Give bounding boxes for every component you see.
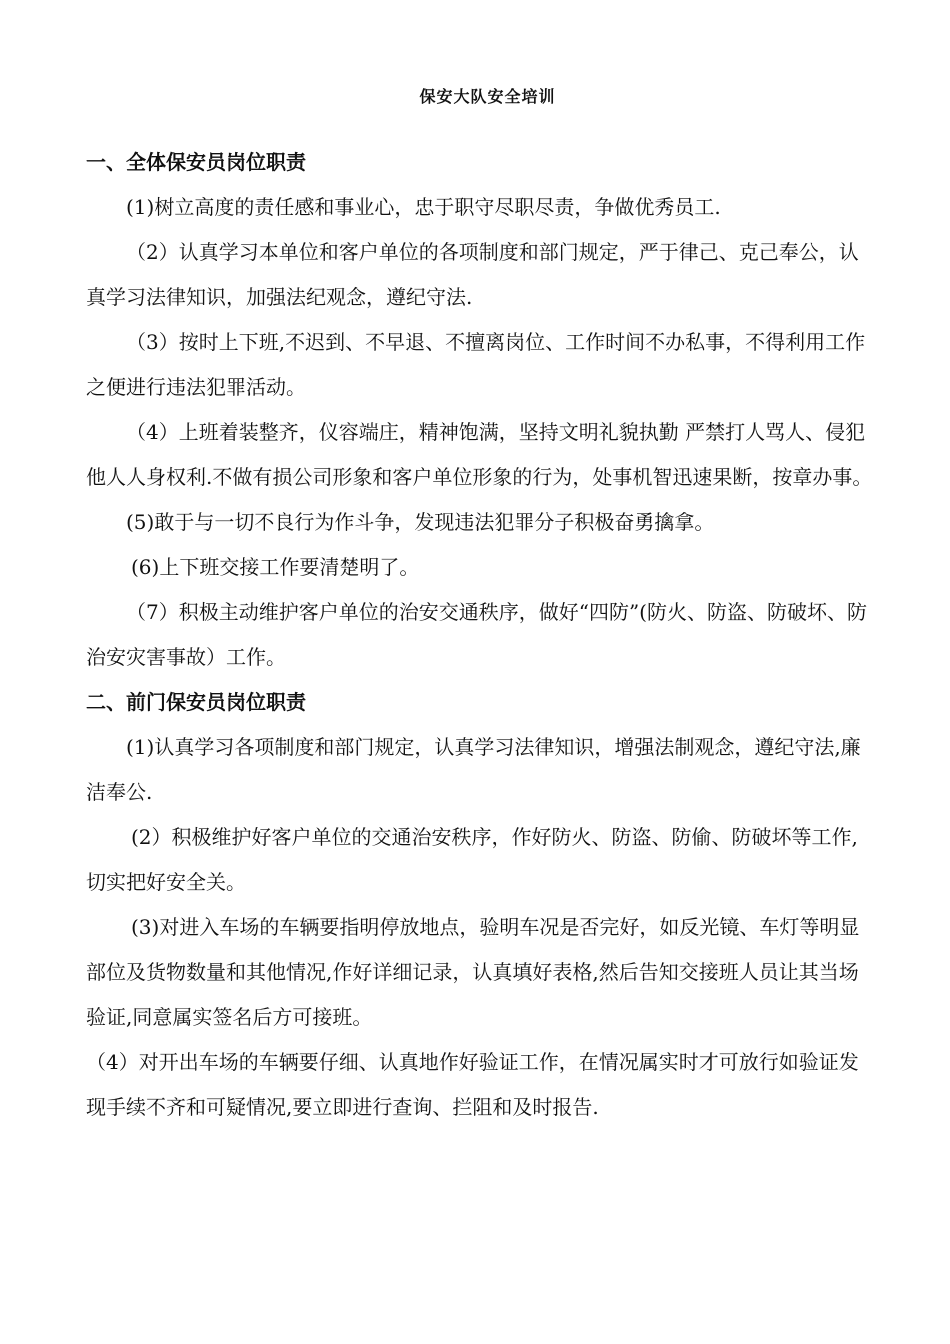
document-title: 保安大队安全培训: [419, 87, 556, 106]
section-heading-2: 二、前门保安员岗位职责: [86, 690, 306, 714]
document-body: [86, 140, 876, 1130]
paragraph: （2）认真学习本单位和客户单位的各项制度和部门规定，严于律己、克己奉公，认真学习法律知识，加强法纪观念，遵纪守法.: [86, 240, 859, 309]
paragraph: （4）上班着装整齐，仪容端庄，精神饱满，坚持文明礼貌执勤 严禁打人骂人、侵犯他人人身权利.不做有损公司形象和客户单位形象的行为，处事机智迅速果断，按章办事。: [86, 420, 873, 489]
paragraph: （3）按时上下班,不迟到、不早退、不擅离岗位、工作时间不办私事，不得利用工作之便进行违法犯罪活动。: [86, 330, 866, 399]
paragraph: （7）积极主动维护客户单位的治安交通秩序，做好“四防”(防火、防盗、防破坏、防治安灾害事故）工作。: [86, 600, 867, 669]
paragraph: (2）积极维护好客户单位的交通治安秩序，作好防火、防盗、防偷、防破坏等工作,切实把好安全关。: [86, 825, 858, 894]
paragraph: (5)敢于与一切不良行为作斗争，发现违法犯罪分子积极奋勇擒拿。: [126, 510, 715, 534]
paragraph: (3)对进入车场的车辆要指明停放地点，验明车况是否完好，如反光镜、车灯等明显部位及货物数量和其他情况,作好详细记录，认真填好表格,然后告知交接班人员让其当场验证,同意属实签名后方可接班。: [86, 915, 860, 1029]
section-heading-1: 一、全体保安员岗位职责: [86, 150, 306, 174]
paragraph: (1)树立高度的责任感和事业心，忠于职守尽职尽责，争做优秀员工.: [126, 195, 721, 219]
paragraph: （4）对开出车场的车辆要仔细、认真地作好验证工作，在情况属实时才可放行如验证发现手续不齐和可疑情况,要立即进行查询、拦阻和及时报告.: [86, 1050, 859, 1119]
paragraph: (6)上下班交接工作要清楚明了。: [131, 555, 420, 579]
paragraph: (1)认真学习各项制度和部门规定，认真学习法律知识，增强法制观念，遵纪守法,廉洁奉公.: [86, 735, 861, 804]
